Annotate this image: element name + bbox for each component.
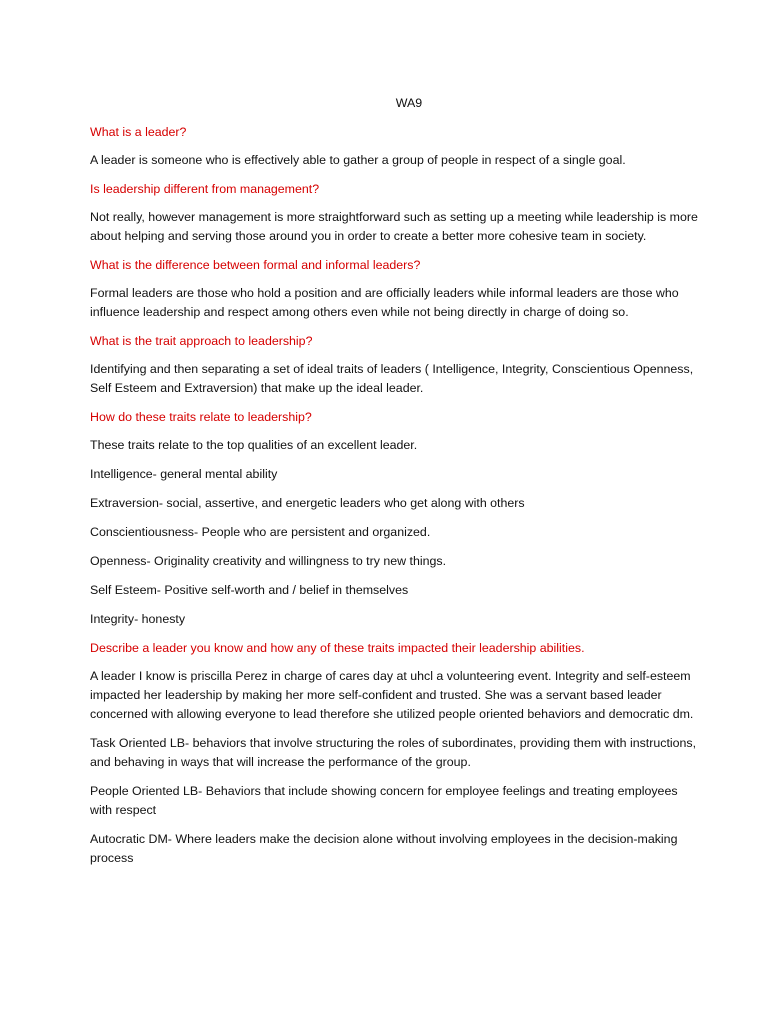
document-title: WA9 bbox=[395, 96, 423, 110]
definition-task-oriented: Task Oriented LB- behaviors that involve structuring the roles of subordinates, providing them with instructions, and behaving in ways that will increase the performance of the group. bbox=[90, 736, 697, 769]
answer-traits-relate: These traits relate to the top qualities of an excellent leader. bbox=[90, 438, 418, 452]
question-leadership-vs-management: Is leadership different from management? bbox=[90, 182, 320, 196]
trait-integrity: Integrity- honesty bbox=[90, 612, 186, 626]
question-what-is-leader: What is a leader? bbox=[90, 125, 187, 139]
trait-openness: Openness- Originality creativity and willingness to try new things. bbox=[90, 554, 447, 568]
answer-what-is-leader: A leader is someone who is effectively able to gather a group of people in respect of a single goal. bbox=[90, 153, 626, 167]
question-formal-informal: What is the difference between formal and informal leaders? bbox=[90, 258, 421, 272]
question-trait-approach: What is the trait approach to leadership? bbox=[90, 334, 313, 348]
trait-extraversion: Extraversion- social, assertive, and energetic leaders who get along with others bbox=[90, 496, 525, 510]
answer-leadership-vs-management: Not really, however management is more straightforward such as setting up a meeting while leadership is more about helping and serving those around you in order to create a better more cohesive team in society. bbox=[90, 210, 698, 243]
trait-intelligence: Intelligence- general mental ability bbox=[90, 467, 278, 481]
answer-trait-approach: Identifying and then separating a set of ideal traits of leaders ( Intelligence, Integrity, Conscientious Openness, Self Esteem and Extraversion) that make up the ideal leader. bbox=[90, 362, 694, 395]
definition-people-oriented: People Oriented LB- Behaviors that include showing concern for employee feelings and treating employees with respect bbox=[90, 784, 678, 817]
trait-conscientiousness: Conscientiousness- People who are persistent and organized. bbox=[90, 525, 431, 539]
question-traits-relate: How do these traits relate to leadership? bbox=[90, 410, 312, 424]
answer-formal-informal: Formal leaders are those who hold a position and are officially leaders while informal leaders are those who influence leadership and respect among others even while not being directly in charge of doing so. bbox=[90, 286, 679, 319]
definition-autocratic: Autocratic DM- Where leaders make the decision alone without involving employees in the decision-making process bbox=[90, 832, 678, 865]
trait-self-esteem: Self Esteem- Positive self-worth and / belief in themselves bbox=[90, 583, 409, 597]
question-describe-leader: Describe a leader you know and how any of these traits impacted their leadership abilities. bbox=[90, 641, 585, 655]
answer-describe-leader: A leader I know is priscilla Perez in charge of cares day at uhcl a volunteering event. Integrity and self-esteem impacted her leadership by making her more self-confident and trusted. She was a servant based leader concerned with allowing everyone to lead therefore she utilized people oriented behaviors and democratic dm. bbox=[90, 669, 694, 721]
